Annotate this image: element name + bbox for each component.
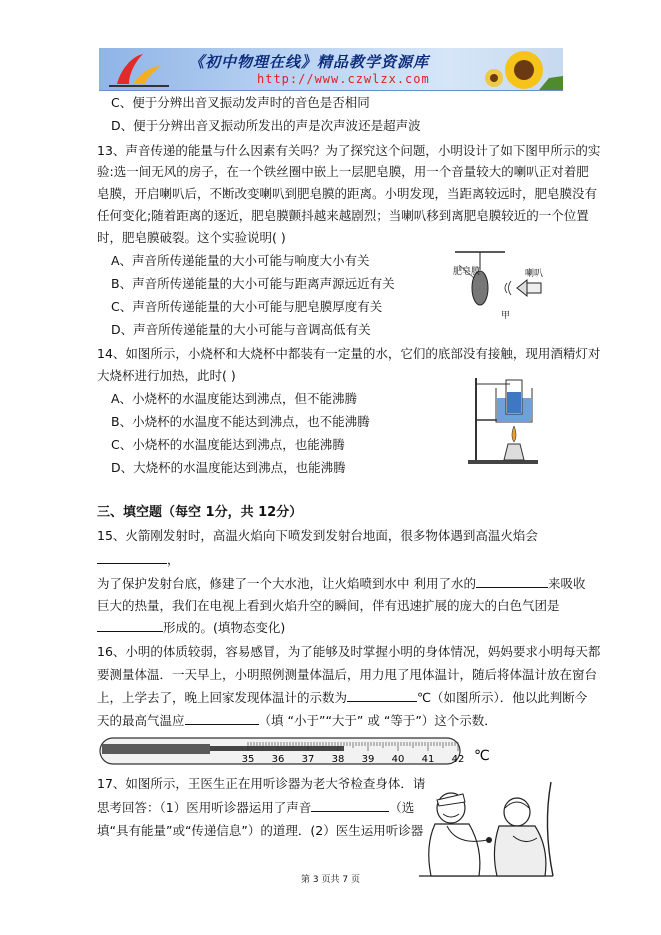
q15-blank-2[interactable]	[476, 575, 548, 588]
thermometer-tick-label: 39	[361, 754, 375, 765]
q15-text-line-5: 形成的。(填物态变化)	[97, 619, 285, 636]
q14-text-line-2: 大烧杯进行加热，此时( )	[97, 368, 236, 383]
thermometer-tick-label: 40	[391, 754, 405, 765]
q14-option-a: A、小烧杯的水温度能达到沸点，但不能沸腾	[111, 391, 358, 406]
q13-text-line-1: 13、声音传递的能量与什么因素有关吗？为了探究这个问题，小明设计了如下图甲所示的实	[97, 143, 601, 158]
q15-blank-3[interactable]	[97, 619, 163, 632]
q16-text-line-2: 要测量体温．一天早上，小明照例测量体温后，用力甩了甩体温计，随后将体温计放在窗台	[97, 667, 598, 682]
q14-option-b: B、小烧杯的水温度不能达到沸点，也不能沸腾	[111, 414, 370, 429]
q15-text-line-3: 为了保护发射台底，修建了一个大水池，让火焰喷到水中 利用了水的 来吸收	[97, 576, 586, 591]
q14-option-d: D、大烧杯的水温度能达到沸点，也能沸腾	[111, 460, 346, 475]
q13-option-c: C、声音所传递能量的大小可能与肥皂膜厚度有关	[111, 299, 383, 314]
q17-blank-1[interactable]	[311, 799, 389, 812]
thermometer-bulb	[102, 744, 210, 754]
q14-option-c: C、小烧杯的水温度能达到沸点，也能沸腾	[111, 437, 345, 452]
header-banner	[99, 48, 563, 91]
q17-text-line-3: 填“具有能量”或“传递信息”）的道理．(2）医生运用听诊器	[97, 823, 424, 838]
q13-text-line-4: 任何变化;随着距离的逐近，肥皂膜颤抖越来越剧烈；当喇叭移到离肥皂膜较近的一个位置	[97, 208, 589, 223]
horn-icon	[517, 280, 527, 296]
logo-yellow-swoosh	[133, 66, 161, 84]
thermometer-graphic	[98, 734, 490, 768]
q13-text-line-5: 时，肥皂膜破裂。这个实验说明( )	[97, 230, 286, 245]
q13-figure	[447, 250, 557, 320]
q16-text-line-4: 天的最高气温应 （填 “小于”“大于” 或 “等于”）这个示数．	[97, 713, 497, 728]
thermometer-tick-label: 41	[421, 754, 435, 765]
alcohol-lamp	[504, 444, 524, 460]
q15-text-line-1: 15、火箭刚发射时，高温火焰向下喷发到发射台地面，很多物体遇到高温火焰会	[97, 528, 538, 543]
mercury-column	[210, 746, 344, 751]
thermometer-tick-label: 38	[331, 754, 345, 765]
q13-option-d: D、声音所传递能量的大小可能与音调高低有关	[111, 322, 371, 337]
thermometer-tick-label: 37	[301, 754, 315, 765]
q16-blank-1[interactable]	[347, 689, 417, 702]
stand-base	[468, 460, 538, 464]
thermometer	[98, 734, 490, 768]
page-number-footer: 第 3 页共 7 页	[301, 875, 360, 885]
q13-option-b: B、声音所传递能量的大小可能与距离声源远近有关	[111, 276, 395, 291]
q17-text-line-2: 思考回答：（1）医用听诊器运用了声音 （选	[97, 800, 415, 815]
water-small	[507, 392, 521, 413]
patient-body	[494, 826, 545, 876]
q17-text-line-1: 17、如图所示，王医生正在用听诊器为老大爷检查身体．请	[97, 776, 426, 791]
q16-text-line-1: 16、小明的体质较弱，容易感冒，为了能够及时掌握小明的身体情况，妈妈要求小明每天都	[97, 644, 601, 659]
label-soap-film: 肥皂膜	[453, 267, 481, 277]
q14-figure	[466, 370, 546, 465]
q12-option-c: C、便于分辨出音叉振动发声时的音色是否相同	[111, 95, 370, 110]
beaker-stand-diagram	[466, 370, 546, 465]
thermometer-tick-label: 42	[451, 754, 465, 765]
q13-text-line-3: 皂膜，开启喇叭后，不断改变喇叭到肥皂膜的距离。小明发现，当距离较远时，肥皂膜没有	[97, 186, 598, 201]
sunflower-center	[514, 60, 534, 80]
flame-icon	[512, 426, 516, 442]
site-title: 《初中物理在线》精品教学资源库	[189, 53, 430, 71]
doctor-coat	[429, 824, 480, 876]
figure-caption: 甲	[501, 311, 511, 321]
q16-text-line-3: 上，上学去了，晚上回家发现体温计的示数为 ℃（如图所示）．他以此判断今	[97, 690, 588, 705]
q15-blank-1[interactable]	[97, 551, 167, 564]
q13-option-a: A、声音所传递能量的大小可能与响度大小有关	[111, 253, 370, 268]
q16-blank-2[interactable]	[185, 712, 259, 725]
label-horn: 喇叭	[525, 269, 544, 279]
sound-waves	[505, 281, 511, 295]
q12-option-d: D、便于分辨出音叉振动所发出的声是次声波还是超声波	[111, 118, 421, 133]
thermometer-tick-label: 36	[271, 754, 285, 765]
q15-text-line-2: ，	[97, 551, 180, 568]
thermometer-unit: ℃	[474, 748, 490, 764]
site-url[interactable]: http://www.czwlzx.com	[257, 72, 430, 86]
section-3-title: 三、填空题（每空 1分，共 12分）	[97, 505, 303, 520]
q15-text-line-4: 巨大的热量，我们在电视上看到火焰升空的瞬间，伴有迅速扩展的庞大的白色气团是	[97, 598, 560, 613]
thermometer-tick-label: 35	[241, 754, 255, 765]
q14-text-line-1: 14、如图所示，小烧杯和大烧杯中都装有一定量的水，它们的底部没有接触，现用酒精灯对	[97, 346, 601, 361]
q13-text-line-2: 验:选一间无风的房子，在一个铁丝圈中嵌上一层肥皂膜，用一个音量较大的喇叭正对着肥	[97, 164, 589, 179]
